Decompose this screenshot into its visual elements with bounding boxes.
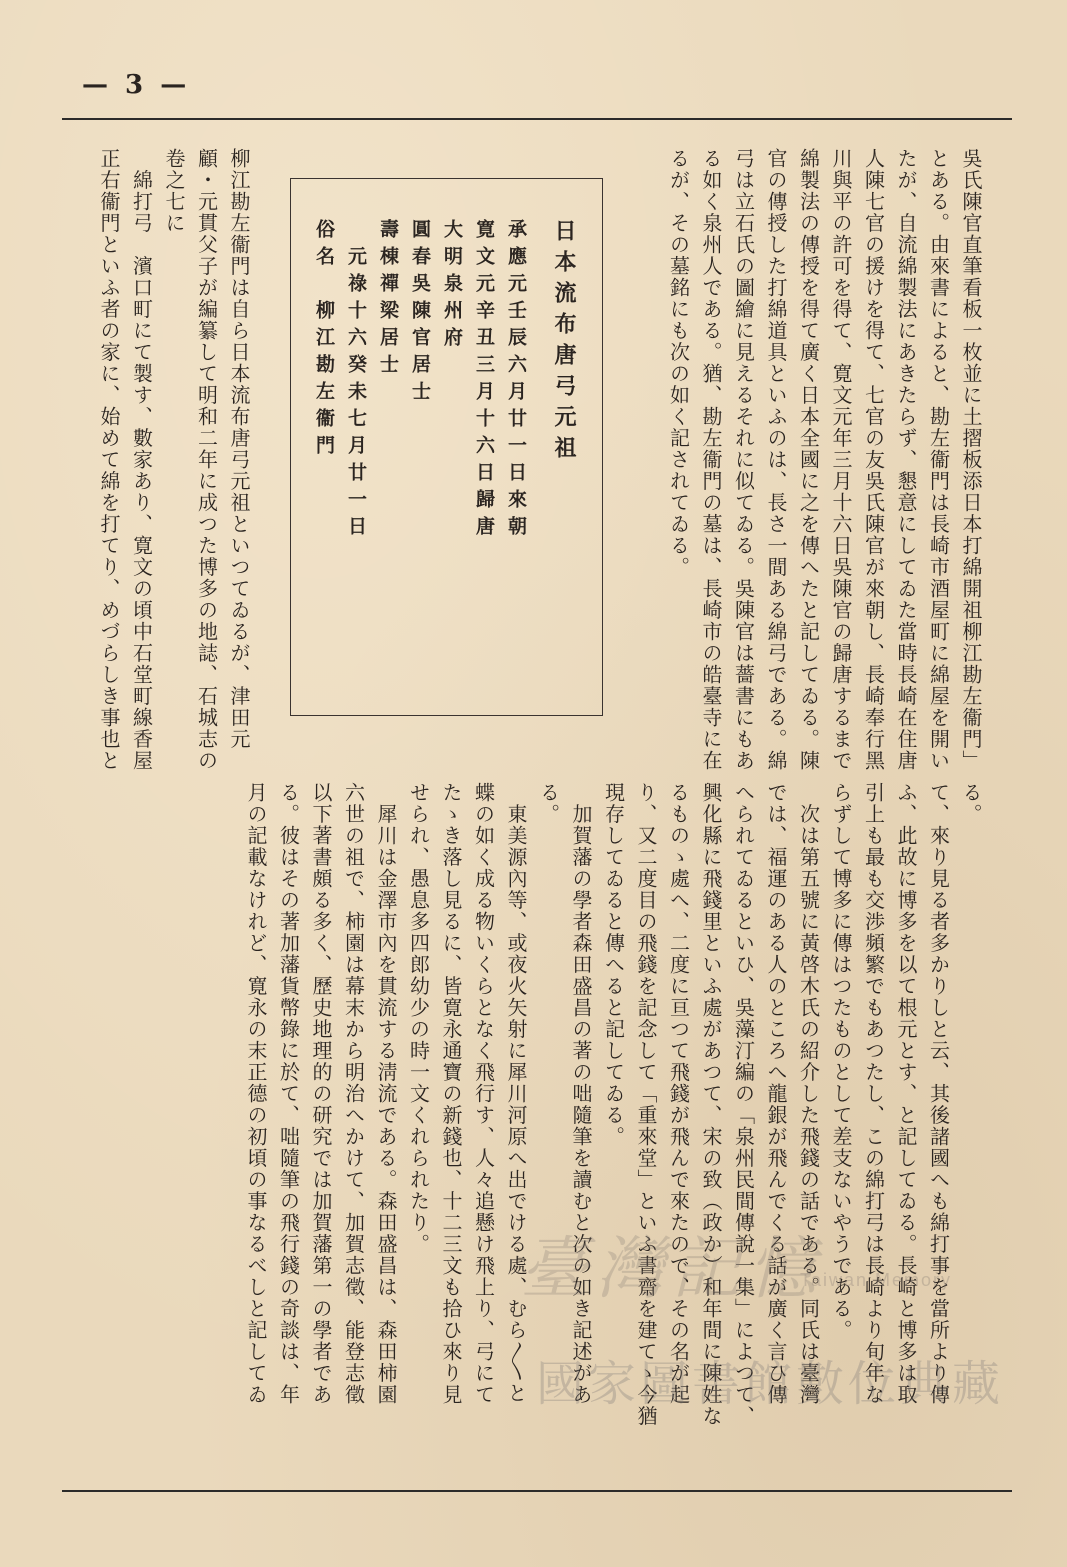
header-rule [62, 118, 1012, 120]
epitaph-inscription: 承應元壬辰六月廿一日來朝 寛文元辛丑三月十六日歸唐 大明泉州府 圓春吳陳官居士 壽棟禪梁居士 元祿十六癸未七月廿一日 俗名 柳江勘左衞門 [313, 219, 527, 543]
body-text-upper-right: 吳氏陳官直筆看板一枚並に土摺板添日本打綿開祖柳江勘左衞門」 とある。由來書によると、勘左衞門は長崎市酒屋町に綿屋を開い たが、自流綿製法にあきたらず、懇意にしてゐた當時長崎在住唐 人陳七官の援けを得て、七官の友吳氏陳官が來朝し、長崎奉行黑 川與平の許可を得て、寛文元年三月十六日吳陳官の歸唐するまで 綿製法の傳授を得て廣く日本全國に之を傳へたと記してゐる。陳 官の傳授した打綿道具といふのは、長さ一間ある綿弓である。綿 弓は立石氏の圖繪に見えるそれに似てゐる。吳陳官は薔書にもあ る如く泉州人である。猶、勘左衞門の墓は、長崎市の皓臺寺に在 るが、その墓銘にも次の如く記されてゐる。 [666, 148, 983, 772]
watermark-english: Taiwan Memory [800, 1270, 953, 1290]
footer-rule [62, 1490, 1012, 1492]
epitaph-title: 日本流布唐弓元祖 [551, 219, 577, 467]
body-text-upper-left: 柳江勘左衞門は自ら日本流布唐弓元祖といつてゐるが、津田元 顧・元貫父子が編纂して明和二年に成つた博多の地誌、石城志の 卷之七に 綿打弓 濱口町にて製す、數家あり、寛文の頃中石堂町線香屋 正右衞門といふ者の家に、始めて綿を打てり、めづらしき事也と [97, 148, 251, 772]
watermark-logo: 臺灣記憶 [520, 1230, 825, 1309]
epitaph-box [290, 178, 603, 716]
watermark-institution: 國家圖書館數位典藏 [536, 1356, 1005, 1412]
page-number: — 3 — [82, 70, 191, 100]
body-text-lower: る。 て、來り見る者多かりしと云、其後諸國へも綿打事を當所より傳 ふ、此故に博多を以て根元とす、と記してゐる。長崎と博多は取 引上も最も交渉頻繁でもあつたし、この綿打弓は長崎より旬年な らずして博多に傳はつたものとして差支ないやうである。 次は第五號に黃啓木氏の紹介した飛錢の話である。同氏は臺灣 では、福運のある人のところへ龍銀が飛んでくる話が廣く言ひ傳 へられてゐるといひ、吳藻汀編の「泉州民間傳說一集」によつて、 興化縣に飛錢里といふ處があつて、宋の致（政か）和年間に陳姓な るものゝ處へ、二度に亘つて飛錢が飛んで來たので、その名が起 り、又二度目の飛錢を記念して「重來堂」といふ書齋を建てゝ今猶 現存してゐると傳へると記してゐる。 加賀藩の學者森田盛昌の著の咄隨筆を讀むと次の如き記述があ る。 東美源內等、或夜火矢射に犀川河原へ出でける處、むら〳〵と 蝶の如く成る物いくらとなく飛行す、人々追懸け飛上り、弓にて たゝき落し見るに、皆寛永通寶の新錢也、十二三文も拾ひ來り見 せられ、愚息多四郎幼少の時一文くれられたり。 犀川は金澤市內を貫流する淸流である。森田盛昌は、森田柿園 六世の祖で、柿園は幕末から明治へかけて、加賀志徵、能登志徵 以下著書頗る多く、歷史地理的の研究では加賀藩第一の學者であ る。彼はその著加藩貨幣錄に於て、咄隨筆の飛行錢の奇談は、年 月の記載なけれど、寛永の末正德の初頃の事なるべしと記してゐ [244, 782, 983, 1427]
